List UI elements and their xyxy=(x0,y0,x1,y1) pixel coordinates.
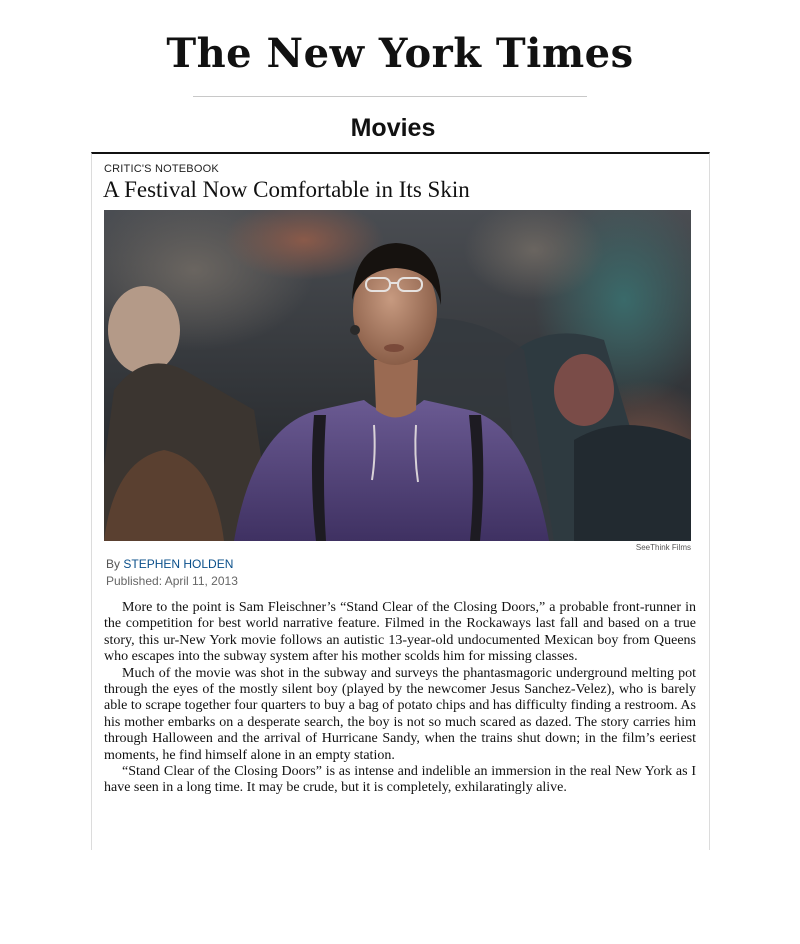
article-headline: A Festival Now Comfortable in Its Skin xyxy=(103,177,470,202)
article-paragraph: “Stand Clear of the Closing Doors” is as intense and indelible an immersion in the real New York as I have seen in a long time. It may be crude, but it is completely, exhilaratingly alive. xyxy=(104,764,696,796)
byline-prefix: By xyxy=(106,557,121,571)
section-title: Movies xyxy=(350,114,436,142)
article-body xyxy=(104,600,696,797)
author-link[interactable]: STEPHEN HOLDEN xyxy=(123,557,234,571)
masthead-logo: The New York Times xyxy=(166,30,634,77)
article-photo xyxy=(104,210,691,541)
photo-credit: SeeThink Films xyxy=(635,543,691,552)
article-paragraph: Much of the movie was shot in the subway and surveys the phantasmagoric underground melting pot through the eyes of the mostly silent boy (played by the newcomer Jesus Sanchez-Velez), who is barely able to scrape together four quarters to buy a bag of potato chips and has difficulty finding a restroom. As his mother embarks on a desperate search, the boy is not so much scared as dazed. The story carries him through Halloween and the arrival of Hurricane Sandy, when the trains shut down; in the film’s eeriest moments, he find himself alone in an empty station. xyxy=(104,665,696,763)
masthead-divider xyxy=(193,96,587,97)
article-paragraph: More to the point is Sam Fleischner’s “Stand Clear of the Closing Doors,” a probable front-runner in the competition for best world narrative feature. Filmed in the Rockaways last fall and based on a true story, this ur-New York movie follows an autistic 13-year-old undocumented Mexican boy from Queens who escapes into the subway system after his mother scolds him for missing classes. xyxy=(104,600,696,665)
publish-date: Published: April 11, 2013 xyxy=(106,574,238,588)
byline xyxy=(106,557,233,571)
article-kicker: CRITIC'S NOTEBOOK xyxy=(104,163,219,175)
